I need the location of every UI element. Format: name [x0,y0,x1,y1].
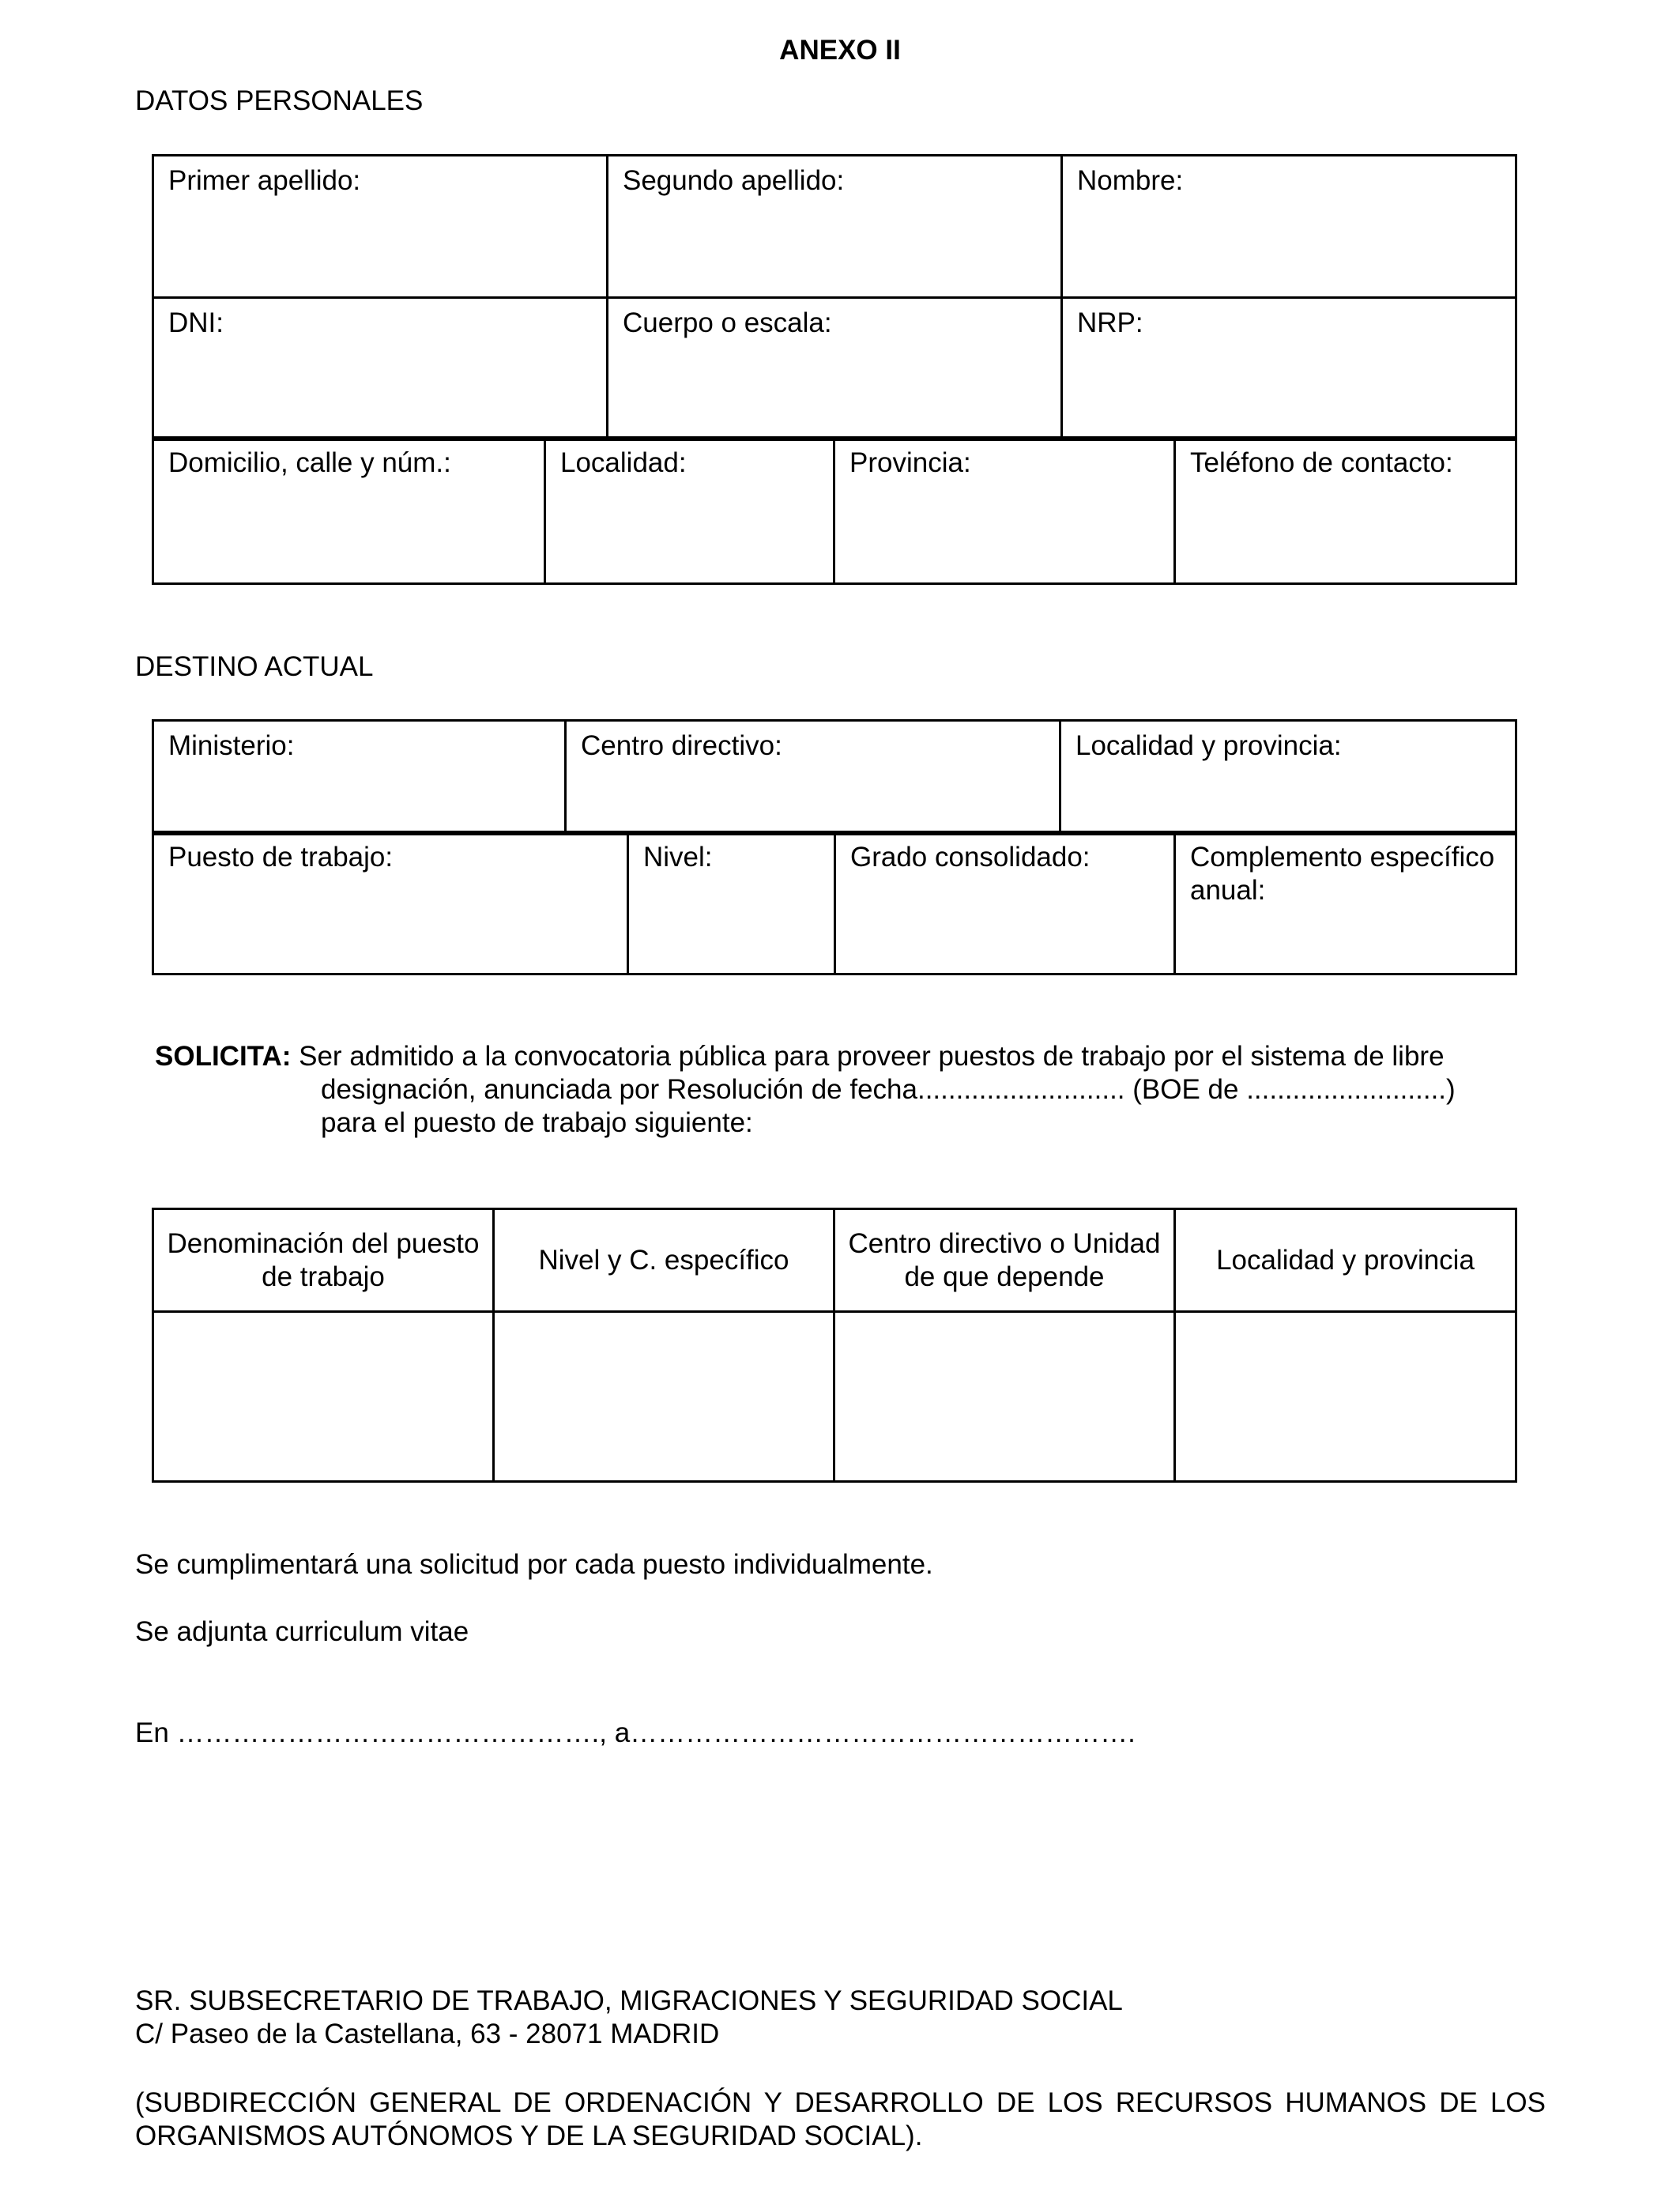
solicita-label: SOLICITA: [155,1041,292,1072]
puesto-solicitado-table [152,1208,1517,1483]
place-date-line[interactable]: En ………………………………………., a………………………………………………. [135,1717,1136,1748]
page-title: ANEXO II [779,35,901,66]
field-provincia[interactable]: Provincia: [834,438,1175,584]
note-curriculum: Se adjunta curriculum vitae [135,1616,469,1647]
solicita-line2: designación, anunciada por Resolución de fecha........................... (BOE de ..........................) [321,1074,1456,1105]
addressee-subdireccion: (SUBDIRECCIÓN GENERAL DE ORDENACIÓN Y DESARROLLO DE LOS RECURSOS HUMANOS DE LOS ORGANISMOS AUTÓNOMOS Y DE LA SEGURIDAD SOCIAL). [135,2087,1546,2151]
field-telefono[interactable]: Teléfono de contacto: [1175,438,1516,584]
field-nrp[interactable]: NRP: [1062,298,1516,440]
section-heading-destino-actual: DESTINO ACTUAL [135,651,374,682]
field-domicilio[interactable]: Domicilio, calle y núm.: [153,438,545,584]
header-nivel-c-especifico: Nivel y C. específico [494,1209,834,1312]
field-ministerio[interactable]: Ministerio: [153,721,566,835]
header-denominacion: Denominación del puesto de trabajo [153,1209,494,1312]
addressee-line2: C/ Paseo de la Castellana, 63 - 28071 MADRID [135,2019,720,2049]
field-complemento-especifico[interactable]: Complemento específico anual: [1175,832,1516,974]
header-centro-directivo: Centro directivo o Unidad de que depende [834,1209,1175,1312]
datos-personales-table-row3 [152,436,1517,585]
field-localidad[interactable]: Localidad: [545,438,834,584]
cell-nivel-c-especifico[interactable] [494,1312,834,1482]
section-heading-datos-personales: DATOS PERSONALES [135,85,424,116]
solicita-line1: Ser admitido a la convocatoria pública para proveer puestos de trabajo por el sistema de libre [299,1041,1445,1072]
cell-denominacion[interactable] [153,1312,494,1482]
field-cuerpo-escala[interactable]: Cuerpo o escala: [608,298,1062,440]
field-segundo-apellido[interactable]: Segundo apellido: [608,156,1062,298]
solicita-paragraph [155,1040,1546,1140]
field-localidad-provincia[interactable]: Localidad y provincia: [1060,721,1516,835]
field-nombre[interactable]: Nombre: [1062,156,1516,298]
field-nivel[interactable]: Nivel: [628,832,835,974]
destino-actual-table-row2 [152,831,1517,975]
note-una-solicitud: Se cumplimentará una solicitud por cada puesto individualmente. [135,1549,933,1580]
addressee-line1: SR. SUBSECRETARIO DE TRABAJO, MIGRACIONES Y SEGURIDAD SOCIAL [135,1985,1123,2016]
destino-actual-table [152,719,1517,835]
datos-personales-table [152,154,1517,441]
table-row [153,1312,1516,1482]
field-primer-apellido[interactable]: Primer apellido: [153,156,608,298]
solicita-line3: para el puesto de trabajo siguiente: [321,1107,753,1138]
field-centro-directivo[interactable]: Centro directivo: [566,721,1060,835]
header-localidad-provincia: Localidad y provincia [1175,1209,1516,1312]
field-grado-consolidado[interactable]: Grado consolidado: [835,832,1175,974]
table-header-row [153,1209,1516,1312]
cell-centro-directivo[interactable] [834,1312,1175,1482]
cell-localidad-provincia[interactable] [1175,1312,1516,1482]
field-dni[interactable]: DNI: [153,298,608,440]
field-puesto-trabajo[interactable]: Puesto de trabajo: [153,832,628,974]
